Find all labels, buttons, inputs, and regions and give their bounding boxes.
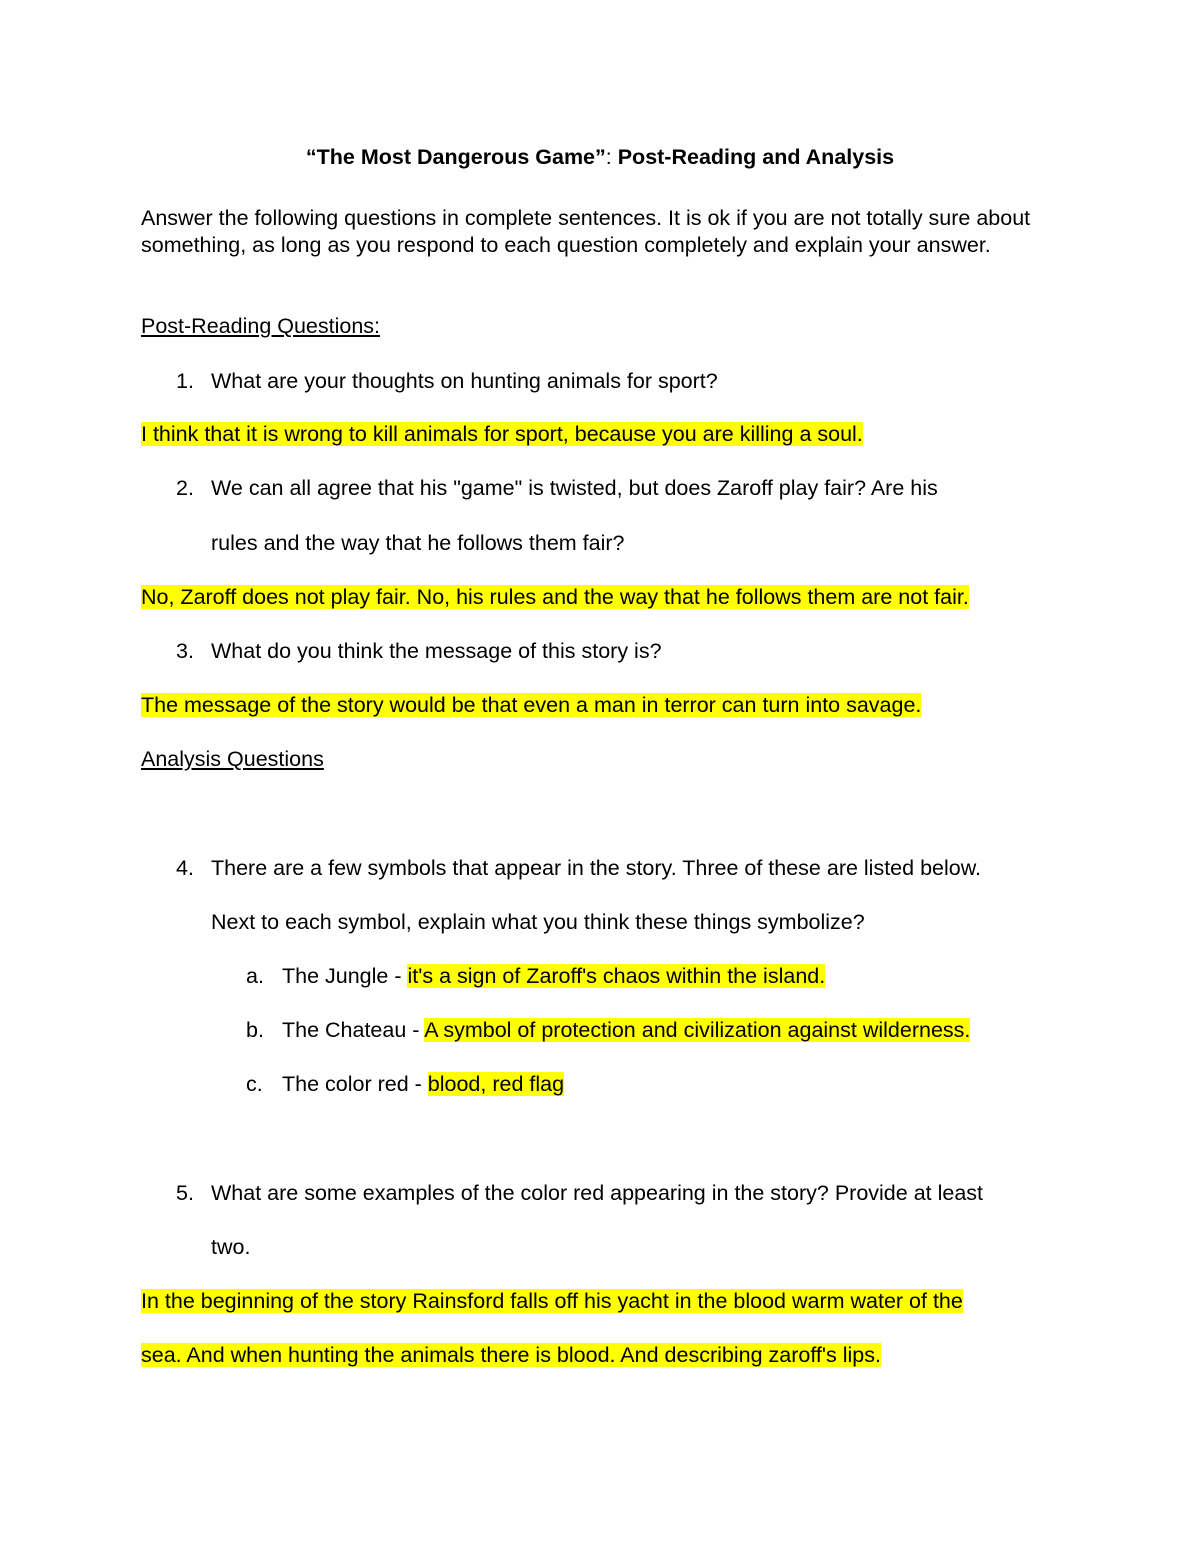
question-5-text-line1: What are some examples of the color red appearing in the story? Provide at least [211,1181,984,1205]
question-2-text-line2: rules and the way that he follows them fair? [211,531,625,555]
question-5-number: 5. [176,1181,194,1205]
title-story-name: “The Most Dangerous Game” [305,145,606,169]
symbol-item-b [246,1017,970,1043]
symbol-c-letter: c. [246,1072,263,1096]
question-3-number: 3. [176,639,194,663]
question-1-number: 1. [176,369,194,393]
question-3-text: What do you think the message of this story is? [211,639,662,663]
title-subtitle: Post-Reading and Analysis [617,145,895,169]
title-separator: : [605,145,618,169]
answer-5-line2-highlight: sea. And when hunting the animals there is blood. And describing zaroff's lips. [141,1343,881,1367]
symbol-b-answer: A symbol of protection and civilization against wilderness. [424,1018,971,1042]
symbol-a-answer: it's a sign of Zaroff's chaos within the island. [407,964,826,988]
answer-5-line1 [141,1288,963,1314]
symbol-c-answer: blood, red flag [427,1072,565,1096]
question-2-text-line1: We can all agree that his "game" is twisted, but does Zaroff play fair? Are his [211,476,938,500]
answer-3-highlight: The message of the story would be that even a man in terror can turn into savage. [141,693,922,717]
answer-2 [141,584,969,610]
answer-2-highlight: No, Zaroff does not play fair. No, his rules and the way that he follows them are not fair. [141,585,969,609]
post-reading-heading: Post-Reading Questions: [141,314,381,338]
symbol-item-a [246,963,825,989]
symbol-b-label: The Chateau - [282,1018,425,1042]
question-4-text-line1: There are a few symbols that appear in the story. Three of these are listed below. [211,856,982,880]
question-4-number: 4. [176,856,194,880]
answer-5-line2 [141,1342,881,1368]
question-4-text-line2: Next to each symbol, explain what you think these things symbolize? [211,910,865,934]
answer-3 [141,692,921,718]
answer-1-highlight: I think that it is wrong to kill animals for sport, because you are killing a soul. [141,422,863,446]
question-5-text-line2: two. [211,1235,251,1259]
document-title [0,144,1200,170]
symbol-item-c [246,1071,564,1097]
symbol-c-label: The color red - [282,1072,428,1096]
answer-5-line1-highlight: In the beginning of the story Rainsford falls off his yacht in the blood warm water of the [141,1289,963,1313]
symbol-b-letter: b. [246,1018,264,1042]
analysis-heading: Analysis Questions [141,747,324,771]
symbol-a-label: The Jungle - [282,964,408,988]
instructions-paragraph: Answer the following questions in complete sentences. It is ok if you are not totally sure about something, as long as you respond to each question completely and explain your answer. [141,206,1031,257]
question-1-text: What are your thoughts on hunting animals for sport? [211,369,718,393]
answer-1 [141,421,863,447]
symbol-a-letter: a. [246,964,264,988]
question-2-number: 2. [176,476,194,500]
